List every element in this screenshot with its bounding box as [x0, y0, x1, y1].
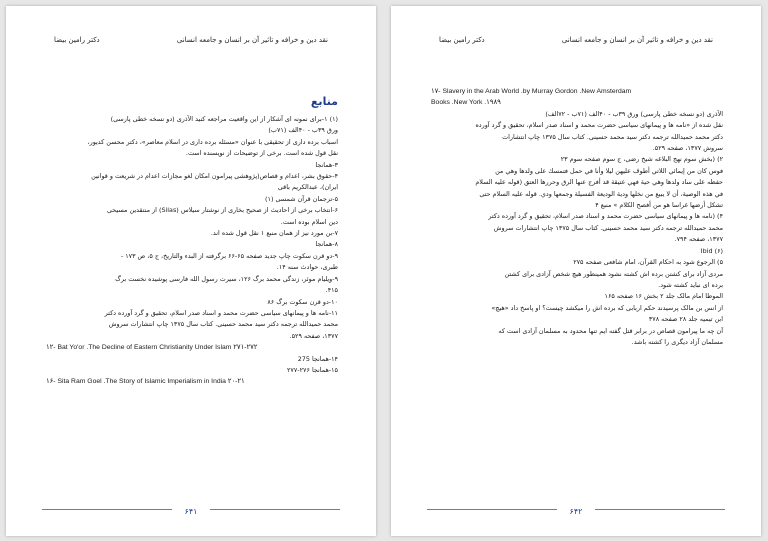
left-page [6, 6, 376, 536]
text-line: مردی آزاد برای کشتن برده اش کشته نشود همینطور هیچ شخص آزادی برای کشتن [504, 269, 723, 278]
text-line: آن چه ما پیرامون قصاص در برابر قتل گفته ایم تنها محدود به مسلمان آزادی است که [498, 326, 723, 335]
text-line: نقل شده از «نامه ها و پیمانهای سیاسی حضرت محمد و اسناد صدر اسلام، تحقیق و گرد آورده [475, 121, 723, 130]
text-line: ۱۳۷۷، صفحه ۷۹۴. [674, 235, 723, 244]
text-line: ۹-دو قرن سکوت چاپ جدید صفحه ۶۵-۶۶ برگرفته از البدء والتاريخ، ج ۵، ص ۱۷۳ - [120, 251, 338, 260]
header-book-title: نقد دين و خرافه و تاثير آن بر انسان و جامعه انسانی [561, 36, 713, 44]
text-line: الموطا امام مالک جلد ۲ بخش ۱۶ صفحه ۱۶۵ [604, 292, 723, 301]
text-line: محمد حمیدالله ترجمه دکتر سید محمد حسینی. کتاب سال ۱۳۷۵ چاپ انتشارات سروش [493, 223, 723, 232]
header-author: دکتر رامين بيضا [439, 36, 485, 44]
page-header [439, 36, 713, 44]
text-line: ۱۷- Slavery in the Arab World .by Murray Gordon .New Amsterdam [431, 88, 632, 95]
page-number: ۶۴۱ [184, 507, 198, 516]
text-line: ۴-حقوق بشر، اعدام و قصاص(پژوهشی پیرامون امکان لغو مجازات اعدام در شریعت و قوانین [91, 172, 338, 181]
text-line: ۹-ویلیام موئر، زندگی محمد برگ ۱۲۶، سیرت رسول الله فارسی پوشیده نخست برگ [115, 274, 338, 283]
page-header [54, 36, 328, 44]
text-line: ۱۱-نامه ها و پیمانهای سیاسی حضرت محمد و اسناد صدر اسلام، تحقیق و گرد آورده دکتر [104, 308, 338, 317]
text-line: في هذه الوصية، أن لا يبيع من نخلها ودية الوديعة الفسيلة وجمعها ودي. قوله عليه السلام حتى [479, 189, 723, 198]
right-page [391, 6, 761, 536]
section-heading: منابع [310, 95, 338, 108]
text-line: ورق ۳۹ب - ۴۰الف (۷۱ب) [268, 126, 338, 135]
text-line: تشكل أرضها غراسا هو من أفصح الكلام » منبع ۴ [595, 201, 723, 210]
text-line: (۱) ۱-برای نمونه ای آشکار از این واقعیت مراجعه کنید الآذری (دو نسخه خطی پارسی) [110, 115, 338, 123]
page-body [46, 94, 338, 388]
text-line: دکتر محمد حمیدالله ترجمه دکتر سید محمد حسینی. کتاب سال ۱۳۷۵ چاپ انتشارات [502, 132, 723, 141]
text-line: اسباب برده داری از تحقیقی با عنوان «مسئله برده داری در اسلام معاصر»، دکتر محسن کديور، [87, 137, 338, 146]
page-number: ۶۴۲ [569, 507, 583, 516]
text-line: ۴۱۵. [325, 286, 338, 295]
header-author: دکتر رامين بيضا [54, 36, 100, 44]
text-line: مسلمان آزاد دیگری را کشته باشد. [631, 337, 723, 346]
text-line: ۱۴-همانجا 275 [297, 354, 338, 363]
text-line: الآذری (دو نسخه خطی پارسی) ورق ۳۹ب - ۴۰الف (۷۱ب - ۷۲الف) [545, 109, 723, 118]
text-line: برده ای نباید کشته شود. [658, 280, 723, 289]
text-line: از انس بن مالک پرسیدند حکم اربابی که برده اش را میکشد چیست؟ او پاسخ داد «هیچ» [491, 303, 723, 312]
text-line: (۶) Ibid [700, 246, 723, 255]
text-line: ۲) (بخش سوم نهج البلاغه شیخ رضی، ج سوم صفحه سوم ۲۳ [560, 155, 723, 164]
text-line: ۸-همانجا [315, 240, 338, 249]
text-line: دین اسلام بوده است. [280, 217, 338, 226]
text-line: ۳-همانجا [315, 160, 338, 169]
text-line: ۱۰-دو قرن سکوت برگ ۸۶ [267, 297, 338, 306]
page-body [431, 86, 723, 348]
text-line: فوس کان من إيمائي اللاتي أطوف عليهن ليلا وأنا في حمل فتمسك على ولدها وهي من [495, 166, 723, 175]
text-line: محمد حمیدالله ترجمه دکتر سید محمد حسینی. کتاب سال ۱۳۷۵ چاپ انتشارات سروش [108, 320, 338, 329]
text-line: ۶-انتخاب برخی از احادیث از صحیح بخاری از نوشتار سیلاس (Silas) از منتقدین مسیحی [106, 206, 338, 215]
text-line: ابن تیمیه جلد ۲۸ صفحه ۳۷۸ [648, 315, 723, 324]
text-line: ۱۵-همانجا ۲۷۶-۲۷۷ [286, 365, 338, 374]
text-line: طبری، حوادث سنه ۱۴. [276, 263, 338, 272]
text-line: نقل قول شده است. برخی از توضيحات از نویسنده است. [185, 149, 338, 158]
header-book-title: نقد دين و خرافه و تاثير آن بر انسان و جامعه انسانی [176, 36, 328, 44]
text-line: ۱۳۷۷، صفحه ۵۲۹. [289, 331, 338, 340]
text-line: ایران)، عبدالکریم باقی [277, 183, 338, 192]
text-line: ۱۶- Sita Ram Goel .The Story of Islamic Imperialism in India ۲۰-۲۱ [46, 378, 245, 386]
text-line: Books .New York .۱۹۸۹ [431, 99, 501, 107]
text-line: حفظه على ساد ولدها وهي حية فهي عتيقة قد أفرج عنها الرق وحررها العتق (قوله عليه السلام [475, 178, 723, 187]
text-line: ۵-ترجمان قرآن شمسی (۱) [265, 194, 338, 203]
text-line: سروش ۱۳۷۷، صفحه ۵۲۹. [652, 144, 723, 153]
text-line: ۵) الرجوع شود به احکام القرآن، امام شافعی صفحه ۲۷۵ [573, 258, 723, 267]
text-line: ۷-بن مورد نیز از همان منبع ۱ نقل قول شده اند. [210, 229, 338, 238]
text-line: ۴) (نامه ها و پیمانهای سیاسی حضرت محمد و اسناد صدر اسلام، تحقیق و گرد آورده دکتر [488, 212, 723, 221]
text-line: ۱۲- Bat Yo'or .The Decline of Eastern Christianity Under Islam ۲۷۱-۲۷۲ [46, 344, 258, 352]
